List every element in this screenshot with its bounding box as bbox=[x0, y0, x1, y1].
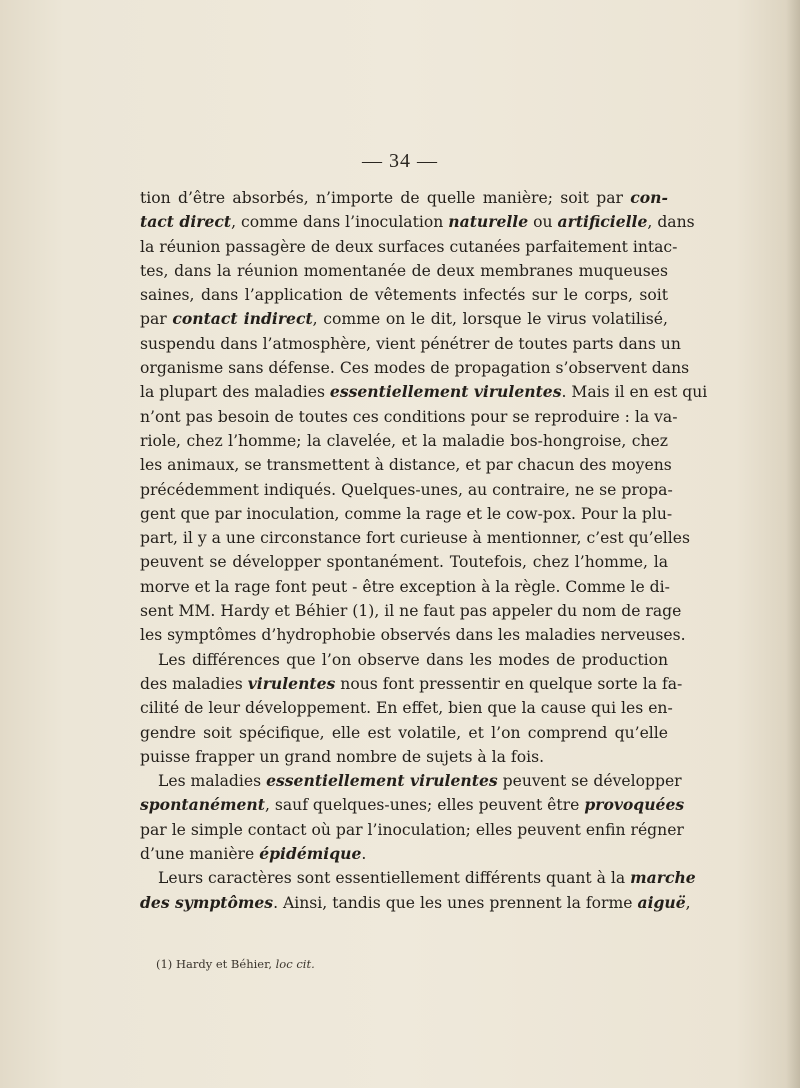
italic-phrase: naturelle bbox=[448, 212, 529, 232]
italic-phrase: spontanément bbox=[140, 795, 265, 815]
text-run: nous font pressentir en quelque sorte la fa- bbox=[335, 674, 683, 693]
text-line bbox=[140, 283, 668, 307]
text-line bbox=[140, 405, 678, 429]
text-line bbox=[140, 502, 673, 526]
text-line bbox=[140, 526, 690, 550]
footnote-marker: (1) bbox=[156, 957, 173, 971]
text-line bbox=[140, 259, 668, 283]
text-run: Les maladies bbox=[158, 772, 267, 791]
text-run: gent que par inoculation, comme la rage et le cow-pox. Pour la plu- bbox=[140, 504, 673, 523]
text-line bbox=[140, 842, 668, 866]
text-line bbox=[140, 769, 682, 793]
text-line bbox=[140, 235, 678, 259]
text-run: part, il y a une circonstance fort curieuse à mentionner, c’est qu’elles bbox=[140, 529, 690, 548]
text-run: précédemment indiqués. Quelques-unes, au contraire, ne se propa- bbox=[140, 480, 673, 499]
italic-phrase: des symptômes bbox=[140, 892, 274, 912]
text-line bbox=[140, 356, 690, 380]
text-line bbox=[140, 429, 668, 453]
text-run: peuvent se développer bbox=[497, 772, 682, 791]
text-line bbox=[140, 721, 668, 745]
italic-phrase: artificielle bbox=[557, 212, 648, 232]
text-run: . bbox=[361, 845, 367, 864]
text-line bbox=[140, 745, 668, 769]
text-line bbox=[140, 818, 684, 842]
italic-phrase: contact indirect bbox=[172, 309, 313, 329]
italic-phrase: con- bbox=[630, 188, 668, 207]
text-run: . Mais il en est qui bbox=[561, 383, 708, 402]
footnote-citation: loc cit. bbox=[275, 957, 315, 971]
text-line bbox=[140, 186, 668, 210]
text-line bbox=[140, 575, 668, 599]
italic-phrase: marche bbox=[630, 868, 696, 888]
text-run: ou bbox=[528, 213, 558, 232]
text-line bbox=[140, 210, 695, 234]
text-run: d’une manière bbox=[140, 845, 260, 864]
text-run: morve et la rage font peut - être exception à la règle. Comme le di- bbox=[140, 577, 670, 596]
text-run: . Ainsi, tandis que les unes prennent la forme bbox=[273, 893, 638, 912]
text-run: , comme dans l’inoculation bbox=[231, 213, 449, 232]
text-run: la plupart des maladies bbox=[140, 383, 330, 402]
text-run: , sauf quelques-unes; elles peuvent être bbox=[264, 796, 585, 815]
text-run: gendre soit spécifique, elle est volatile, et l’on comprend qu’elle bbox=[140, 723, 668, 742]
text-run: organisme sans défense. Ces modes de propagation s’observent dans bbox=[140, 359, 690, 378]
text-line bbox=[140, 623, 686, 647]
page-number: — 34 — bbox=[362, 150, 438, 172]
text-line bbox=[140, 332, 681, 356]
footnote-text: Hardy et Béhier, bbox=[175, 957, 272, 971]
text-run: riole, chez l’homme; la clavelée, et la maladie bos-hongroise, chez bbox=[140, 431, 668, 450]
text-run: , dans bbox=[647, 213, 695, 232]
italic-phrase: tact direct bbox=[140, 212, 232, 232]
italic-phrase: aiguë bbox=[637, 892, 686, 912]
text-line bbox=[140, 891, 691, 915]
italic-phrase: provoquées bbox=[584, 795, 685, 815]
text-run: cilité de leur développement. En effet, bien que la cause qui les en- bbox=[140, 699, 673, 718]
text-run: suspendu dans l’atmosphère, vient pénétrer de toutes parts dans un bbox=[140, 334, 681, 353]
text-line bbox=[140, 793, 685, 817]
text-run: n’ont pas besoin de toutes ces conditions pour se reproduire : la va- bbox=[140, 407, 678, 426]
text-run: par bbox=[140, 310, 173, 329]
text-run: peuvent se développer spontanément. Toutefois, chez l’homme, la bbox=[140, 553, 668, 572]
text-run: , bbox=[685, 893, 691, 912]
text-run: tion d’être absorbés, n’importe de quelle manière; soit par bbox=[140, 189, 631, 207]
text-line bbox=[140, 478, 673, 502]
text-line bbox=[140, 696, 673, 720]
text-line bbox=[140, 672, 683, 696]
text-run: sent MM. Hardy et Béhier (1), il ne faut pas appeler du nom de rage bbox=[140, 602, 682, 621]
text-run: par le simple contact où par l’inoculation; elles peuvent enfin régner bbox=[140, 820, 684, 839]
text-run: , comme on le dit, lorsque le virus volatilisé, bbox=[312, 310, 668, 329]
body-text bbox=[140, 186, 708, 915]
text-line bbox=[140, 453, 672, 477]
text-run: les animaux, se transmettent à distance, et par chacun des moyens bbox=[140, 456, 672, 475]
text-line bbox=[140, 550, 668, 574]
text-run: saines, dans l’application de vêtements infectés sur le corps, soit bbox=[140, 286, 668, 305]
text-run: des maladies bbox=[140, 674, 248, 693]
text-line bbox=[140, 866, 696, 890]
italic-phrase: épidémique bbox=[259, 844, 362, 864]
text-run: les symptômes d’hydrophobie observés dans les maladies nerveuses. bbox=[140, 626, 686, 645]
text-run: puisse frapper un grand nombre de sujets à la fois. bbox=[140, 747, 545, 766]
text-line bbox=[140, 307, 668, 331]
text-run: Leurs caractères sont essentiellement différents quant à la bbox=[158, 869, 631, 888]
text-run: Les différences que l’on observe dans les modes de production bbox=[158, 650, 668, 669]
text-run: la réunion passagère de deux surfaces cutanées parfaitement intac- bbox=[140, 237, 678, 256]
italic-phrase: virulentes bbox=[247, 673, 336, 693]
footnote bbox=[156, 957, 315, 971]
text-line bbox=[140, 648, 668, 672]
text-line bbox=[140, 380, 708, 404]
italic-phrase: essentiellement virulentes bbox=[329, 382, 562, 402]
text-run: tes, dans la réunion momentanée de deux membranes muqueuses bbox=[140, 261, 668, 280]
text-line bbox=[140, 599, 682, 623]
italic-phrase: essentiellement virulentes bbox=[266, 771, 498, 791]
